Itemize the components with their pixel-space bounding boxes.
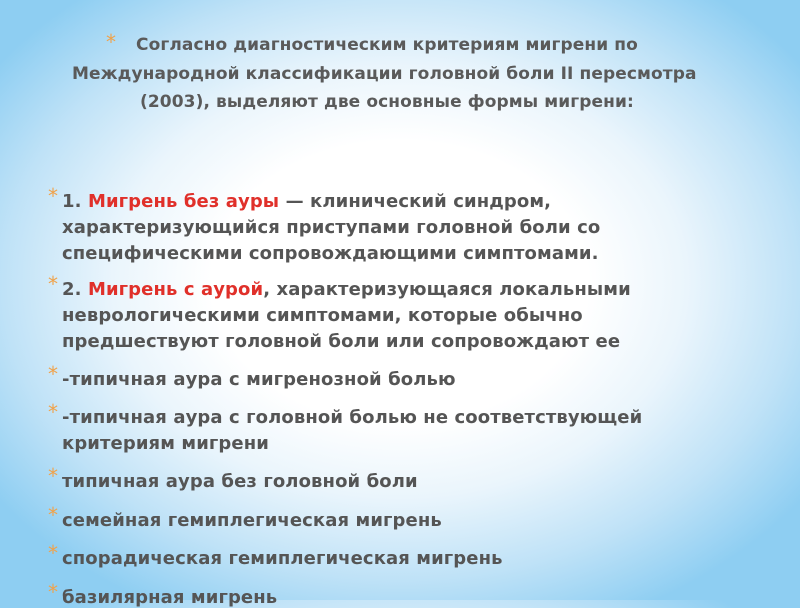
item-7-text: спорадическая гемиплегическая мигрень xyxy=(62,548,503,569)
item-1-line-2: характеризующийся приступами головной боли со xyxy=(62,217,601,238)
item-5-bullet-icon: * xyxy=(48,464,58,488)
intro-bullet-icon: * xyxy=(106,30,116,54)
intro-line-2: Международной классификации головной боли II пересмотра xyxy=(72,64,697,84)
item-5-text: типичная аура без головной боли xyxy=(62,471,418,492)
item-3-bullet-icon: * xyxy=(48,362,58,386)
item-4-line-2: критериям мигрени xyxy=(62,433,269,454)
item-7-bullet-icon: * xyxy=(48,541,58,565)
item-4-bullet-icon: * xyxy=(48,400,58,424)
item-2-bullet-icon: * xyxy=(48,272,58,296)
item-8-text: базилярная мигрень xyxy=(62,587,278,608)
item-1-line-1 xyxy=(62,191,551,212)
item-2-line-3: предшествуют головной боли или сопровождают ее xyxy=(62,331,621,352)
intro-line-3: (2003), выделяют две основные формы мигрени: xyxy=(140,92,634,112)
item-6-bullet-icon: * xyxy=(48,503,58,527)
item-3-text: -типичная аура с мигренозной болью xyxy=(62,369,456,390)
item-2-number: 2. xyxy=(62,279,88,300)
item-1-bullet-icon: * xyxy=(48,184,58,208)
item-2-line-1 xyxy=(62,279,631,300)
item-1-highlight: Мигрень без ауры xyxy=(87,191,280,212)
intro-line-1: Согласно диагностическим критериям мигрени по xyxy=(136,35,638,55)
item-2-rest: , характеризующаяся локальными xyxy=(263,279,631,300)
item-6-text: семейная гемиплегическая мигрень xyxy=(62,510,442,531)
item-1-rest: — клинический синдром, xyxy=(279,191,552,212)
item-1-number: 1. xyxy=(62,191,88,212)
item-2-highlight: Мигрень с аурой xyxy=(87,279,264,300)
item-1-line-3: специфическими сопровождающими симптомами. xyxy=(62,243,599,264)
item-2-line-2: неврологическими симптомами, которые обычно xyxy=(62,305,583,326)
item-4-line-1: -типичная аура с головной болью не соответствующей xyxy=(62,407,643,428)
item-8-bullet-icon: * xyxy=(48,580,58,604)
